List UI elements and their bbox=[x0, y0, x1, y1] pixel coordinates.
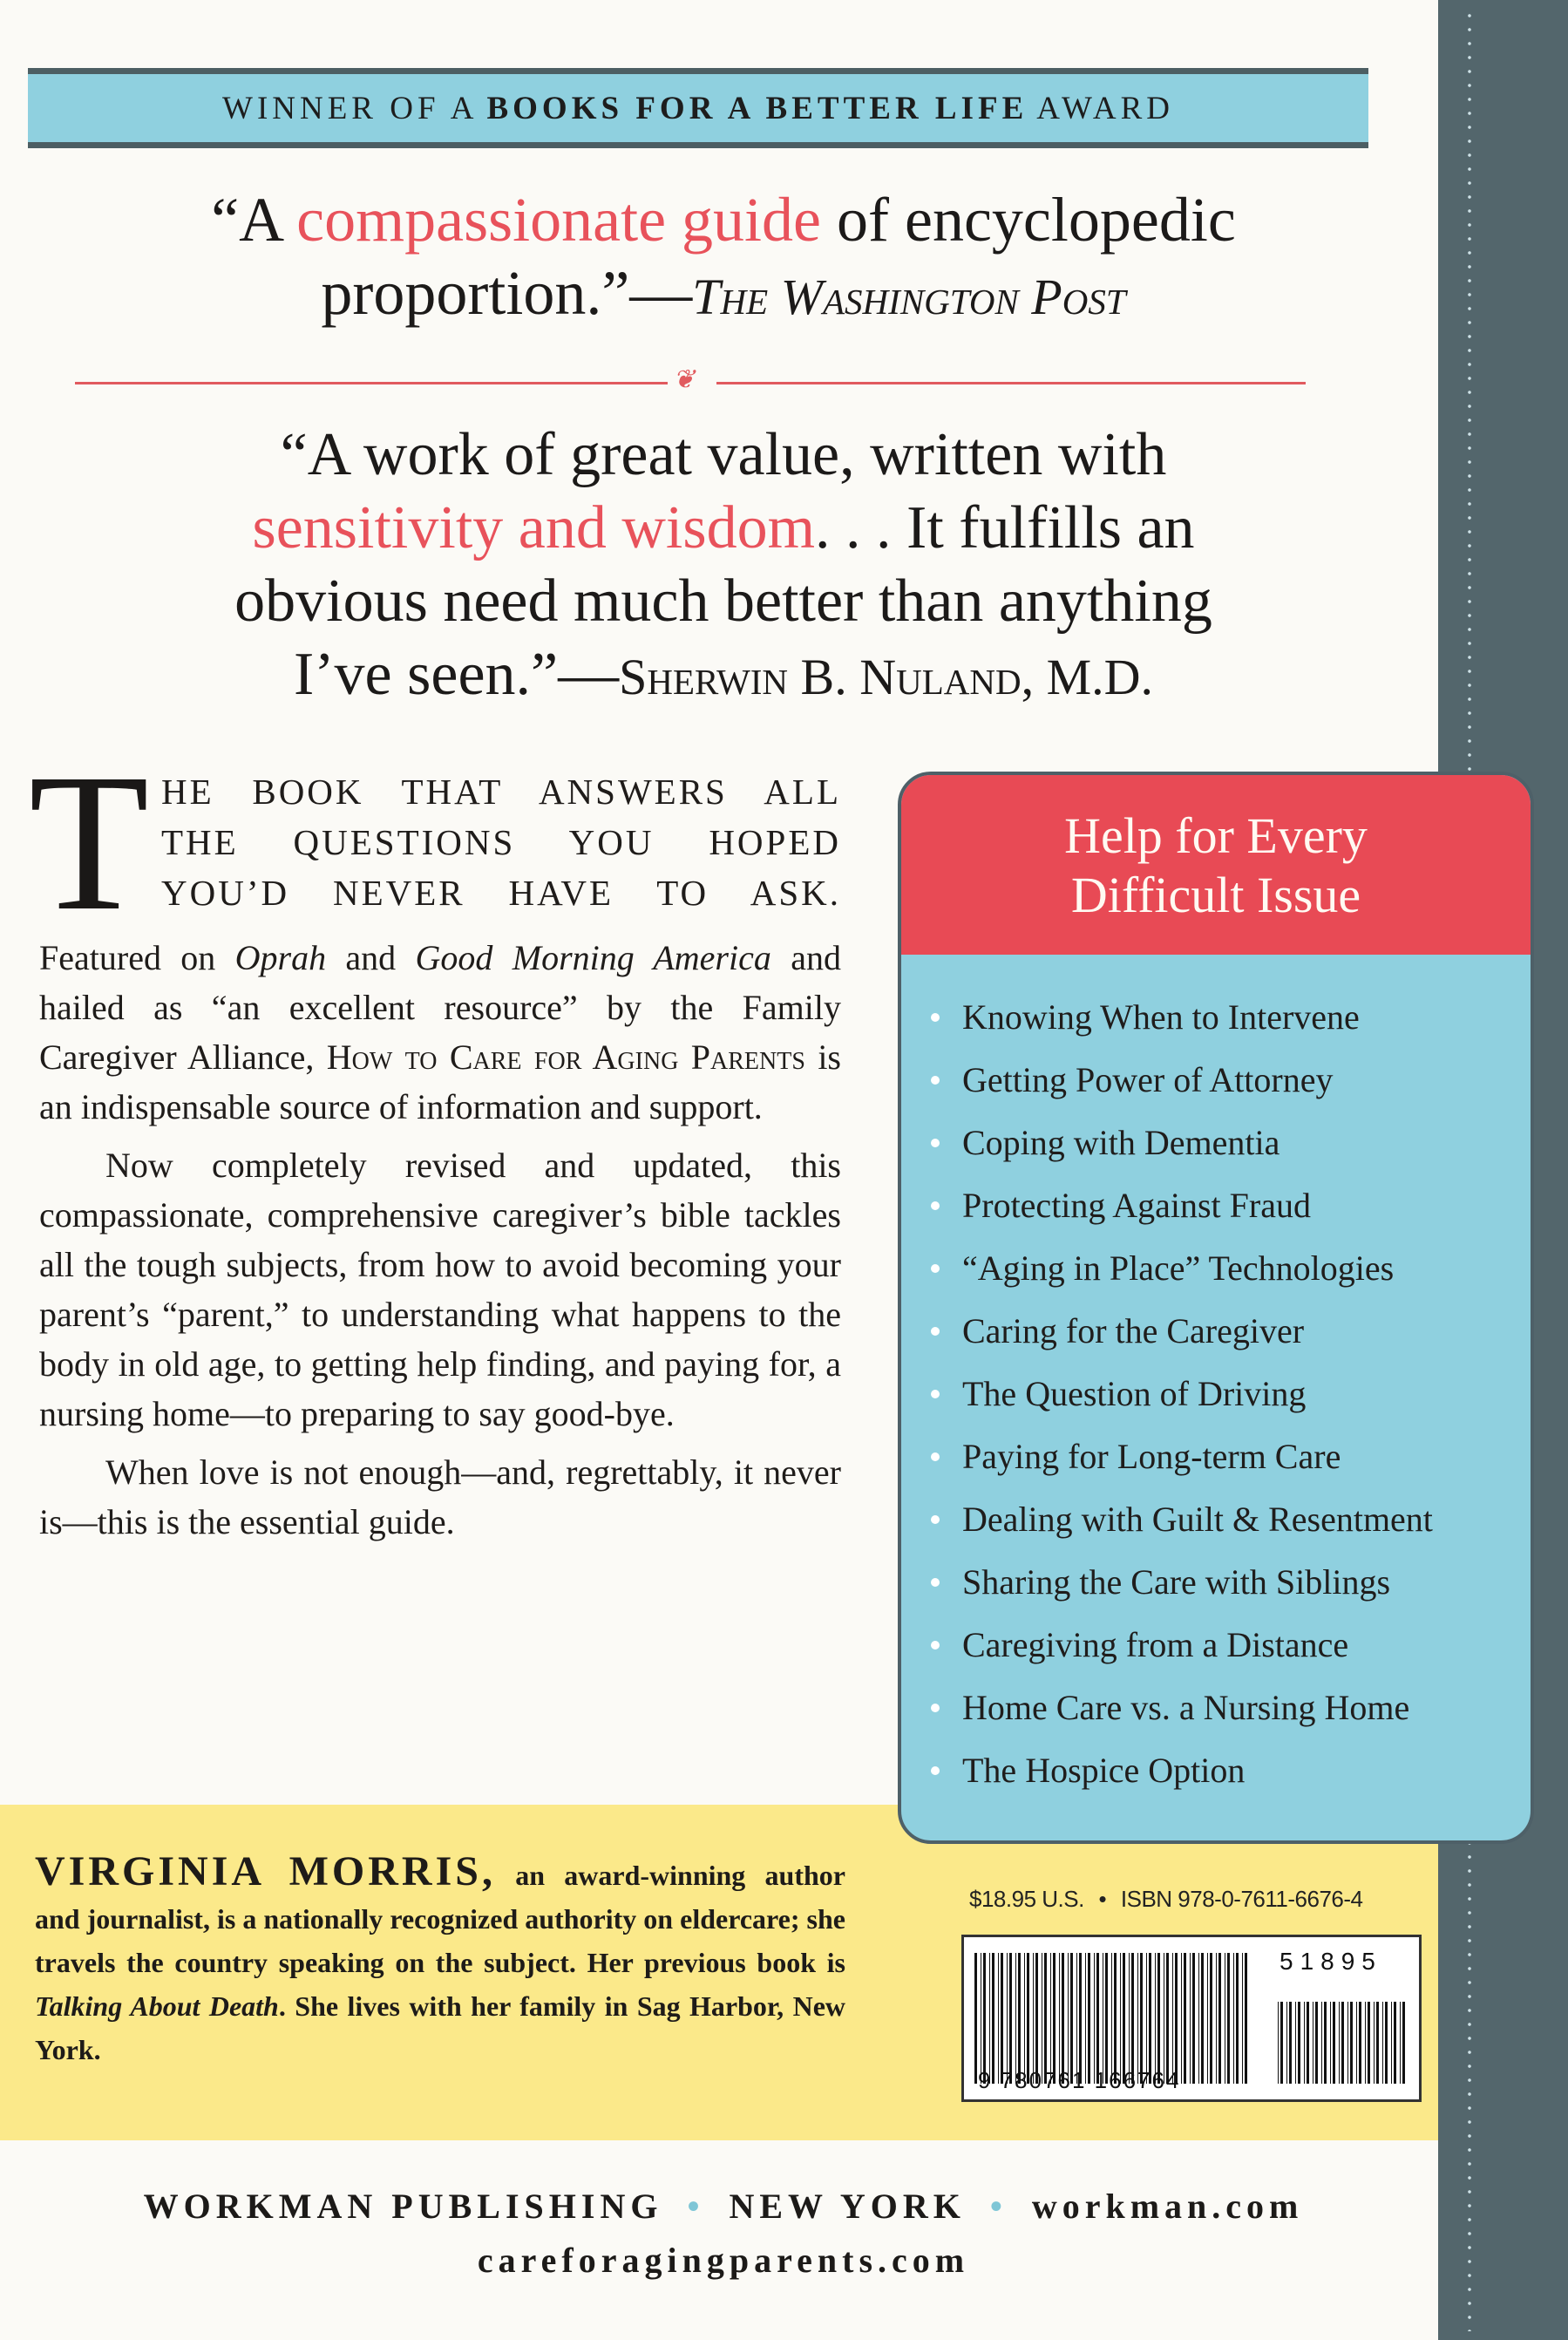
award-banner bbox=[28, 68, 1368, 148]
separator-dot: • bbox=[687, 2187, 705, 2226]
author-name: VIRGINIA MORRIS, bbox=[35, 1848, 496, 1894]
lead-line: THE QUESTIONS YOU HOPED bbox=[161, 822, 841, 862]
list-item: Getting Power of Attorney bbox=[931, 1049, 1531, 1112]
quote-highlight: sensitivity and wisdom bbox=[252, 494, 816, 561]
quote-text: . . . It fulfills an bbox=[815, 494, 1195, 561]
bullet-icon bbox=[931, 1766, 940, 1775]
list-item: Protecting Against Fraud bbox=[931, 1174, 1531, 1237]
bullet-icon bbox=[931, 1641, 940, 1650]
bullet-icon bbox=[931, 1013, 940, 1022]
price: $18.95 U.S. bbox=[969, 1886, 1084, 1912]
list-item: “Aging in Place” Technologies bbox=[931, 1237, 1531, 1300]
barcode-bars bbox=[973, 1953, 1252, 2084]
list-item: Caring for the Caregiver bbox=[931, 1300, 1531, 1363]
bullet-icon bbox=[931, 1452, 940, 1461]
quote-attribution: The Washington Post bbox=[692, 269, 1126, 325]
isbn: ISBN 978-0-7611-6676-4 bbox=[1120, 1886, 1363, 1912]
quote-attribution: Sherwin B. Nuland, M.D. bbox=[619, 649, 1154, 705]
publisher-city: NEW YORK bbox=[729, 2187, 966, 2226]
barcode-number: 9 780761 166764 bbox=[978, 2067, 1181, 2093]
separator-dot: • bbox=[989, 2187, 1008, 2226]
description-paragraph-1: Featured on Oprah and Good Morning America and hailed as “an excellent resource” by the Family Caregiver Alliance, How to Care for Aging Parents is an indispensable source of information and support. bbox=[39, 938, 841, 1126]
quote-text: “A bbox=[211, 185, 297, 255]
book-website: careforagingparents.com bbox=[477, 2241, 970, 2280]
bullet-icon bbox=[931, 1139, 940, 1147]
quote-text: of encyclopedic bbox=[821, 185, 1236, 255]
publisher-name: WORKMAN PUBLISHING bbox=[143, 2187, 663, 2226]
list-item: The Question of Driving bbox=[931, 1363, 1531, 1425]
quote-text: obvious need much better than anything bbox=[234, 568, 1212, 635]
bullet-icon bbox=[931, 1327, 940, 1336]
list-item: Knowing When to Intervene bbox=[931, 986, 1531, 1049]
book-description bbox=[29, 733, 841, 1547]
barcode-addon-number: 51895 bbox=[1280, 1948, 1382, 1975]
lead-line: YOU’D NEVER HAVE TO ASK. bbox=[161, 873, 841, 913]
list-item: Coping with Dementia bbox=[931, 1112, 1531, 1174]
bullet-icon bbox=[931, 1390, 940, 1398]
publisher-footer bbox=[17, 2180, 1429, 2288]
flourish-icon: ❦ bbox=[673, 365, 696, 394]
bullet-icon bbox=[931, 1201, 940, 1210]
award-suffix: AWARD bbox=[1036, 90, 1174, 126]
publisher-website: workman.com bbox=[1031, 2187, 1304, 2226]
bullet-icon bbox=[931, 1264, 940, 1273]
list-item: Home Care vs. a Nursing Home bbox=[931, 1677, 1531, 1739]
list-item: Dealing with Guilt & Resentment bbox=[931, 1488, 1531, 1551]
quote-text: “A work of great value, written with bbox=[280, 421, 1167, 488]
help-box bbox=[898, 772, 1534, 1844]
help-topic-list bbox=[901, 955, 1531, 1802]
quote-text: proportion.”— bbox=[321, 258, 693, 328]
description-lead bbox=[29, 733, 841, 951]
description-paragraph-3: When love is not enough—and, regrettably, it never is—this is the essential guide. bbox=[39, 1452, 841, 1541]
help-box-title: Help for Every Difficult Issue bbox=[901, 775, 1531, 955]
drop-cap: T bbox=[29, 733, 150, 951]
barcode-addon-bars bbox=[1276, 2002, 1408, 2084]
barcode bbox=[961, 1935, 1422, 2102]
list-item: Paying for Long-term Care bbox=[931, 1425, 1531, 1488]
price-isbn-line: $18.95 U.S. • ISBN 978-0-7611-6676-4 bbox=[969, 1886, 1363, 1912]
award-prefix: WINNER OF A bbox=[222, 90, 479, 126]
list-item: The Hospice Option bbox=[931, 1739, 1531, 1802]
list-item: Caregiving from a Distance bbox=[931, 1614, 1531, 1677]
description-paragraph-2: Now completely revised and updated, this compassionate, comprehensive caregiver’s bible tackles all the tough subjects, from how to avoid becoming your parent’s “parent,” to understanding what happens to the body in old age, to getting help finding, and paying for, a nursing home—to preparing to say good-bye. bbox=[39, 1146, 841, 1433]
ornamental-divider bbox=[75, 365, 1306, 394]
author-bio: VIRGINIA MORRIS, an award-winning author and journalist, is a nationally recognized authority on eldercare; she travels the country speaking on the subject. Her previous book is Talking About Death. She lives with her family in Sag Harbor, New York. bbox=[35, 1848, 846, 2065]
bullet-icon bbox=[931, 1515, 940, 1524]
lead-line: HE BOOK THAT ANSWERS ALL bbox=[161, 772, 841, 812]
quote-highlight: compassionate guide bbox=[296, 185, 822, 255]
list-item: Sharing the Care with Siblings bbox=[931, 1551, 1531, 1614]
bullet-icon bbox=[931, 1578, 940, 1587]
award-name: BOOKS FOR A BETTER LIFE bbox=[486, 90, 1028, 126]
quote-washington-post bbox=[52, 183, 1395, 334]
quote-nuland bbox=[52, 418, 1395, 714]
quote-text: I’ve seen.”— bbox=[293, 641, 620, 708]
bullet-icon bbox=[931, 1076, 940, 1085]
bullet-icon bbox=[931, 1704, 940, 1712]
